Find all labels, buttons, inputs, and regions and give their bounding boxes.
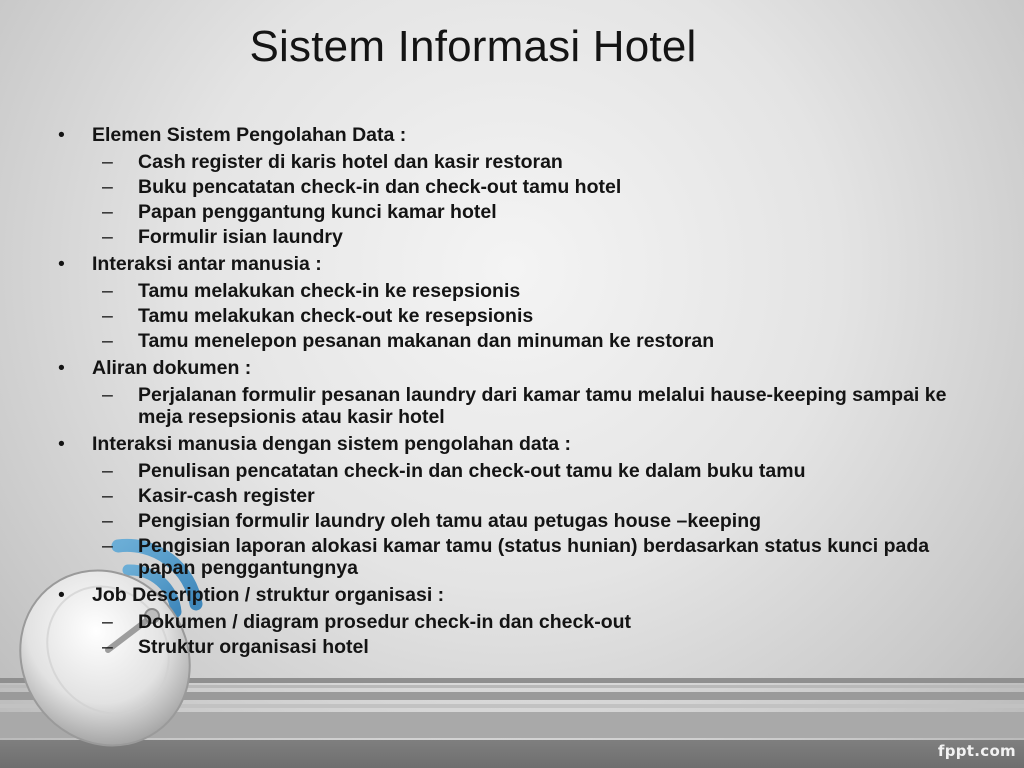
- bullet-item: [54, 355, 954, 382]
- slide-content: [54, 122, 954, 661]
- sub-item: [54, 176, 954, 198]
- dash-icon: –: [102, 201, 113, 223]
- dash-icon: –: [102, 460, 113, 482]
- bullet-item: [54, 122, 954, 149]
- sub-item-text: Struktur organisasi hotel: [138, 636, 369, 658]
- sub-item-text: Tamu melakukan check-in ke resepsionis: [138, 280, 521, 302]
- bullet-icon: •: [58, 124, 65, 146]
- dash-icon: –: [102, 330, 113, 352]
- sub-item-text: Tamu menelepon pesanan makanan dan minuman ke restoran: [138, 330, 715, 352]
- dash-icon: –: [102, 636, 113, 658]
- bullet-icon: •: [58, 253, 65, 275]
- bullet-text: Job Description / struktur organisasi :: [92, 584, 445, 606]
- dash-icon: –: [102, 226, 113, 248]
- bullet-text: Interaksi antar manusia :: [92, 253, 322, 275]
- bullet-text: Elemen Sistem Pengolahan Data :: [92, 124, 407, 146]
- sub-item: [54, 510, 954, 532]
- sub-item: [54, 460, 954, 482]
- bullet-icon: •: [58, 433, 65, 455]
- bullet-item: [54, 582, 954, 609]
- sub-item-text: Dokumen / diagram prosedur check-in dan check-out: [138, 611, 632, 633]
- sub-item: [54, 305, 954, 327]
- sub-item: [54, 535, 954, 579]
- sub-item: [54, 611, 954, 633]
- bullet-text: Aliran dokumen :: [92, 357, 252, 379]
- sub-item-text: Pengisian formulir laundry oleh tamu atau petugas house –keeping: [138, 510, 762, 532]
- sub-item-text: Papan penggantung kunci kamar hotel: [138, 201, 497, 223]
- bullet-text: Interaksi manusia dengan sistem pengolahan data :: [92, 433, 571, 455]
- slide-title: Sistem Informasi Hotel: [249, 22, 697, 71]
- sub-item-text: Tamu melakukan check-out ke resepsionis: [138, 305, 534, 327]
- dash-icon: –: [102, 176, 113, 198]
- bullet-icon: •: [58, 357, 65, 379]
- dash-icon: –: [102, 535, 113, 557]
- bullet-item: [54, 431, 954, 458]
- sub-item-text: Formulir isian laundry: [138, 226, 343, 248]
- sub-item: [54, 636, 954, 658]
- sub-item: [54, 226, 954, 248]
- bullet-item: [54, 251, 954, 278]
- dash-icon: –: [102, 305, 113, 327]
- sub-item-text: Pengisian laporan alokasi kamar tamu (status hunian) berdasarkan status kunci pada papan penggantungnya: [138, 535, 930, 579]
- sub-item: [54, 384, 954, 428]
- sub-item: [54, 201, 954, 223]
- sub-item: [54, 280, 954, 302]
- dash-icon: –: [102, 485, 113, 507]
- sub-item-text: Cash register di karis hotel dan kasir restoran: [138, 151, 563, 173]
- sub-item: [54, 330, 954, 352]
- sub-item-text: Buku pencatatan check-in dan check-out tamu hotel: [138, 176, 622, 198]
- dash-icon: –: [102, 280, 113, 302]
- dash-icon: –: [102, 151, 113, 173]
- dash-icon: –: [102, 384, 113, 406]
- dash-icon: –: [102, 611, 113, 633]
- sub-item-text: Penulisan pencatatan check-in dan check-out tamu ke dalam buku tamu: [138, 460, 806, 482]
- sub-item: [54, 485, 954, 507]
- sub-item-text: Perjalanan formulir pesanan laundry dari kamar tamu melalui hause-keeping sampai ke meja resepsionis atau kasir hotel: [138, 384, 947, 428]
- sub-item-text: Kasir-cash register: [138, 485, 315, 507]
- bullet-icon: •: [58, 584, 65, 606]
- sub-item: [54, 151, 954, 173]
- dash-icon: –: [102, 510, 113, 532]
- watermark: fppt.com: [937, 742, 1016, 760]
